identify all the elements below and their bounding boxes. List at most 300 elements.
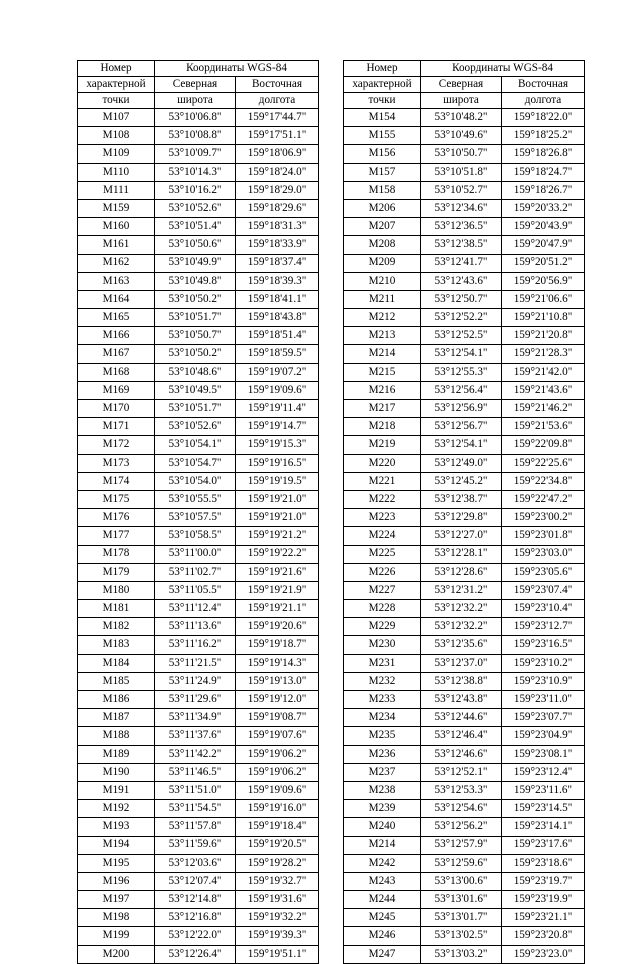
longitude-cell: 159°21'53.6" xyxy=(502,418,585,436)
longitude-cell: 159°19'08.7" xyxy=(236,709,319,727)
point-number-cell: M216 xyxy=(344,381,421,399)
longitude-cell: 159°23'03.0" xyxy=(502,545,585,563)
point-number-cell: M227 xyxy=(344,581,421,599)
table-row xyxy=(344,763,585,781)
point-number-cell: M174 xyxy=(78,472,155,490)
longitude-cell: 159°23'17.6" xyxy=(502,836,585,854)
point-number-header: Номер xyxy=(78,61,155,77)
longitude-cell: 159°19'18.7" xyxy=(236,636,319,654)
longitude-cell: 159°18'59.5" xyxy=(236,345,319,363)
latitude-cell: 53°10'54.7" xyxy=(155,454,236,472)
latitude-cell: 53°10'49.9" xyxy=(155,254,236,272)
table-row xyxy=(78,272,319,290)
latitude-cell: 53°12'56.9" xyxy=(421,400,502,418)
longitude-cell: 159°19'06.2" xyxy=(236,763,319,781)
point-number-cell: M188 xyxy=(78,727,155,745)
table-row xyxy=(78,254,319,272)
table-row xyxy=(344,709,585,727)
table-row xyxy=(344,854,585,872)
longitude-cell: 159°18'26.8" xyxy=(502,145,585,163)
longitude-cell: 159°21'43.6" xyxy=(502,381,585,399)
latitude-cell: 53°11'42.2" xyxy=(155,745,236,763)
longitude-cell: 159°18'43.8" xyxy=(236,309,319,327)
point-number-cell: M154 xyxy=(344,109,421,127)
point-number-cell: M219 xyxy=(344,436,421,454)
latitude-cell: 53°10'51.8" xyxy=(421,163,502,181)
latitude-cell: 53°10'57.5" xyxy=(155,509,236,527)
point-number-cell: M198 xyxy=(78,909,155,927)
longitude-cell: 159°19'22.2" xyxy=(236,545,319,563)
point-number-cell: M231 xyxy=(344,654,421,672)
latitude-cell: 53°12'54.1" xyxy=(421,345,502,363)
point-number-cell: M192 xyxy=(78,800,155,818)
table-row xyxy=(78,327,319,345)
longitude-cell: 159°23'14.5" xyxy=(502,800,585,818)
longitude-cell: 159°19'09.6" xyxy=(236,781,319,799)
latitude-cell: 53°10'51.7" xyxy=(155,400,236,418)
longitude-cell: 159°21'06.6" xyxy=(502,290,585,308)
point-number-cell: M158 xyxy=(344,181,421,199)
longitude-cell: 159°21'42.0" xyxy=(502,363,585,381)
latitude-cell: 53°11'37.6" xyxy=(155,727,236,745)
longitude-cell: 159°19'21.1" xyxy=(236,600,319,618)
table-row xyxy=(78,836,319,854)
table-row xyxy=(344,727,585,745)
point-number-cell: M159 xyxy=(78,199,155,217)
longitude-cell: 159°23'21.1" xyxy=(502,909,585,927)
point-number-cell: M175 xyxy=(78,490,155,508)
longitude-cell: 159°19'15.3" xyxy=(236,436,319,454)
table-row xyxy=(344,254,585,272)
latitude-cell: 53°12'59.6" xyxy=(421,854,502,872)
latitude-header: Северная xyxy=(421,77,502,93)
table-row xyxy=(78,563,319,581)
coordinates-header: Координаты WGS-84 xyxy=(421,61,585,77)
point-number-cell: M186 xyxy=(78,691,155,709)
table-row xyxy=(78,654,319,672)
latitude-cell: 53°12'55.3" xyxy=(421,363,502,381)
longitude-cell: 159°23'07.7" xyxy=(502,709,585,727)
table-row xyxy=(344,618,585,636)
point-number-cell: M187 xyxy=(78,709,155,727)
longitude-cell: 159°19'09.6" xyxy=(236,381,319,399)
table-row xyxy=(344,818,585,836)
latitude-cell: 53°12'34.6" xyxy=(421,199,502,217)
latitude-cell: 53°11'59.6" xyxy=(155,836,236,854)
latitude-cell: 53°12'54.1" xyxy=(421,436,502,454)
point-number-cell: M209 xyxy=(344,254,421,272)
longitude-cell: 159°23'11.0" xyxy=(502,691,585,709)
latitude-cell: 53°12'52.2" xyxy=(421,309,502,327)
point-number-cell: M243 xyxy=(344,872,421,890)
table-row xyxy=(344,454,585,472)
longitude-cell: 159°19'16.5" xyxy=(236,454,319,472)
longitude-cell: 159°23'18.6" xyxy=(502,854,585,872)
point-number-cell: M165 xyxy=(78,309,155,327)
longitude-cell: 159°20'47.9" xyxy=(502,236,585,254)
longitude-cell: 159°20'43.9" xyxy=(502,218,585,236)
table-row xyxy=(344,545,585,563)
point-number-cell: M217 xyxy=(344,400,421,418)
coordinates-table-left xyxy=(77,60,319,964)
point-number-cell: M107 xyxy=(78,109,155,127)
latitude-cell: 53°10'06.8" xyxy=(155,109,236,127)
latitude-cell: 53°12'53.3" xyxy=(421,781,502,799)
latitude-cell: 53°10'08.8" xyxy=(155,127,236,145)
point-number-cell: M223 xyxy=(344,509,421,527)
latitude-cell: 53°12'31.2" xyxy=(421,581,502,599)
longitude-cell: 159°19'28.2" xyxy=(236,854,319,872)
table-row xyxy=(78,527,319,545)
point-number-cell: M178 xyxy=(78,545,155,563)
point-number-cell: M207 xyxy=(344,218,421,236)
longitude-cell: 159°23'10.2" xyxy=(502,654,585,672)
table-row xyxy=(344,400,585,418)
latitude-cell: 53°10'49.5" xyxy=(155,381,236,399)
table-row xyxy=(344,127,585,145)
longitude-header: долгота xyxy=(236,93,319,109)
longitude-cell: 159°23'11.6" xyxy=(502,781,585,799)
latitude-cell: 53°10'50.7" xyxy=(421,145,502,163)
latitude-cell: 53°10'52.6" xyxy=(155,199,236,217)
longitude-cell: 159°18'37.4" xyxy=(236,254,319,272)
point-number-cell: M240 xyxy=(344,818,421,836)
longitude-cell: 159°23'10.9" xyxy=(502,672,585,690)
table-row xyxy=(344,418,585,436)
table-row xyxy=(344,145,585,163)
longitude-cell: 159°19'32.2" xyxy=(236,909,319,927)
point-number-cell: M246 xyxy=(344,927,421,945)
table-row xyxy=(344,218,585,236)
point-number-cell: M196 xyxy=(78,872,155,890)
latitude-cell: 53°10'52.7" xyxy=(421,181,502,199)
latitude-cell: 53°12'45.2" xyxy=(421,472,502,490)
longitude-cell: 159°18'29.6" xyxy=(236,199,319,217)
longitude-cell: 159°23'19.9" xyxy=(502,891,585,909)
table-row xyxy=(344,636,585,654)
table-row xyxy=(78,763,319,781)
point-number-header: точки xyxy=(78,93,155,109)
table-row xyxy=(78,854,319,872)
longitude-cell: 159°18'06.9" xyxy=(236,145,319,163)
table-row xyxy=(78,872,319,890)
longitude-cell: 159°19'18.4" xyxy=(236,818,319,836)
table-row xyxy=(78,891,319,909)
longitude-cell: 159°19'39.3" xyxy=(236,927,319,945)
longitude-cell: 159°21'28.3" xyxy=(502,345,585,363)
table-row xyxy=(78,509,319,527)
latitude-cell: 53°11'34.9" xyxy=(155,709,236,727)
table-row xyxy=(344,490,585,508)
table-row xyxy=(344,945,585,963)
latitude-cell: 53°10'09.7" xyxy=(155,145,236,163)
point-number-cell: M212 xyxy=(344,309,421,327)
longitude-cell: 159°23'23.0" xyxy=(502,945,585,963)
latitude-cell: 53°12'22.0" xyxy=(155,927,236,945)
latitude-cell: 53°10'51.4" xyxy=(155,218,236,236)
longitude-cell: 159°23'01.8" xyxy=(502,527,585,545)
table-row xyxy=(344,181,585,199)
point-number-cell: M213 xyxy=(344,327,421,345)
point-number-header: Номер xyxy=(344,61,421,77)
latitude-cell: 53°11'02.7" xyxy=(155,563,236,581)
longitude-cell: 159°19'14.3" xyxy=(236,654,319,672)
point-number-cell: M232 xyxy=(344,672,421,690)
longitude-cell: 159°21'46.2" xyxy=(502,400,585,418)
point-number-cell: M210 xyxy=(344,272,421,290)
point-number-header: точки xyxy=(344,93,421,109)
table-row xyxy=(344,800,585,818)
longitude-cell: 159°23'00.2" xyxy=(502,509,585,527)
table-row xyxy=(344,581,585,599)
point-number-cell: M183 xyxy=(78,636,155,654)
latitude-cell: 53°12'41.7" xyxy=(421,254,502,272)
latitude-cell: 53°10'48.6" xyxy=(155,363,236,381)
point-number-cell: M197 xyxy=(78,891,155,909)
longitude-cell: 159°19'21.6" xyxy=(236,563,319,581)
point-number-cell: M170 xyxy=(78,400,155,418)
latitude-cell: 53°12'38.5" xyxy=(421,236,502,254)
point-number-cell: M171 xyxy=(78,418,155,436)
table-row xyxy=(344,381,585,399)
table-row xyxy=(344,872,585,890)
latitude-cell: 53°11'12.4" xyxy=(155,600,236,618)
point-number-cell: M242 xyxy=(344,854,421,872)
longitude-cell: 159°20'33.2" xyxy=(502,199,585,217)
table-row xyxy=(344,781,585,799)
longitude-cell: 159°19'21.0" xyxy=(236,490,319,508)
longitude-cell: 159°23'07.4" xyxy=(502,581,585,599)
table-row xyxy=(344,163,585,181)
latitude-cell: 53°11'13.6" xyxy=(155,618,236,636)
point-number-cell: M164 xyxy=(78,290,155,308)
latitude-cell: 53°10'16.2" xyxy=(155,181,236,199)
table-body xyxy=(344,109,585,964)
point-number-cell: M177 xyxy=(78,527,155,545)
longitude-cell: 159°22'34.8" xyxy=(502,472,585,490)
latitude-cell: 53°12'49.0" xyxy=(421,454,502,472)
table-row xyxy=(78,400,319,418)
longitude-cell: 159°17'51.1" xyxy=(236,127,319,145)
longitude-cell: 159°19'21.2" xyxy=(236,527,319,545)
latitude-cell: 53°12'26.4" xyxy=(155,945,236,963)
longitude-cell: 159°23'19.7" xyxy=(502,872,585,890)
longitude-cell: 159°18'33.9" xyxy=(236,236,319,254)
table-row xyxy=(78,800,319,818)
latitude-cell: 53°10'54.0" xyxy=(155,472,236,490)
table-row xyxy=(344,891,585,909)
latitude-header: широта xyxy=(421,93,502,109)
point-number-cell: M162 xyxy=(78,254,155,272)
latitude-cell: 53°12'03.6" xyxy=(155,854,236,872)
point-number-cell: M200 xyxy=(78,945,155,963)
point-number-cell: M176 xyxy=(78,509,155,527)
point-number-cell: M244 xyxy=(344,891,421,909)
latitude-cell: 53°11'16.2" xyxy=(155,636,236,654)
point-number-cell: M110 xyxy=(78,163,155,181)
longitude-cell: 159°19'20.6" xyxy=(236,618,319,636)
table-row xyxy=(344,745,585,763)
table-row xyxy=(78,109,319,127)
point-number-cell: M222 xyxy=(344,490,421,508)
longitude-cell: 159°19'21.0" xyxy=(236,509,319,527)
table-row xyxy=(78,236,319,254)
latitude-cell: 53°12'07.4" xyxy=(155,872,236,890)
latitude-cell: 53°11'29.6" xyxy=(155,691,236,709)
latitude-cell: 53°12'44.6" xyxy=(421,709,502,727)
latitude-cell: 53°12'38.8" xyxy=(421,672,502,690)
latitude-cell: 53°12'36.5" xyxy=(421,218,502,236)
longitude-cell: 159°19'19.5" xyxy=(236,472,319,490)
latitude-cell: 53°13'01.6" xyxy=(421,891,502,909)
point-number-cell: M173 xyxy=(78,454,155,472)
latitude-cell: 53°13'01.7" xyxy=(421,909,502,927)
table-row xyxy=(78,127,319,145)
point-number-cell: M184 xyxy=(78,654,155,672)
latitude-cell: 53°12'27.0" xyxy=(421,527,502,545)
longitude-cell: 159°19'06.2" xyxy=(236,745,319,763)
table-row xyxy=(78,199,319,217)
point-number-cell: M111 xyxy=(78,181,155,199)
longitude-cell: 159°20'51.2" xyxy=(502,254,585,272)
longitude-cell: 159°19'12.0" xyxy=(236,691,319,709)
latitude-cell: 53°10'50.2" xyxy=(155,345,236,363)
point-number-cell: M191 xyxy=(78,781,155,799)
table-row xyxy=(78,436,319,454)
point-number-cell: M185 xyxy=(78,672,155,690)
point-number-cell: M161 xyxy=(78,236,155,254)
longitude-cell: 159°18'24.7" xyxy=(502,163,585,181)
table-row xyxy=(78,727,319,745)
point-number-cell: M109 xyxy=(78,145,155,163)
table-row xyxy=(78,818,319,836)
latitude-cell: 53°12'43.8" xyxy=(421,691,502,709)
longitude-cell: 159°23'12.4" xyxy=(502,763,585,781)
latitude-cell: 53°12'52.1" xyxy=(421,763,502,781)
latitude-cell: 53°10'48.2" xyxy=(421,109,502,127)
table-row xyxy=(344,600,585,618)
table-row xyxy=(78,290,319,308)
longitude-cell: 159°18'29.0" xyxy=(236,181,319,199)
longitude-cell: 159°19'14.7" xyxy=(236,418,319,436)
point-number-cell: M108 xyxy=(78,127,155,145)
latitude-cell: 53°10'50.7" xyxy=(155,327,236,345)
longitude-cell: 159°17'44.7" xyxy=(236,109,319,127)
longitude-cell: 159°22'47.2" xyxy=(502,490,585,508)
latitude-cell: 53°12'29.8" xyxy=(421,509,502,527)
point-number-cell: M168 xyxy=(78,363,155,381)
table-row xyxy=(344,691,585,709)
point-number-cell: M235 xyxy=(344,727,421,745)
latitude-cell: 53°12'35.6" xyxy=(421,636,502,654)
longitude-cell: 159°22'09.8" xyxy=(502,436,585,454)
latitude-cell: 53°12'54.6" xyxy=(421,800,502,818)
point-number-cell: M155 xyxy=(344,127,421,145)
point-number-cell: M189 xyxy=(78,745,155,763)
latitude-cell: 53°11'24.9" xyxy=(155,672,236,690)
longitude-cell: 159°23'08.1" xyxy=(502,745,585,763)
table-row xyxy=(78,454,319,472)
latitude-cell: 53°10'54.1" xyxy=(155,436,236,454)
table-row xyxy=(78,927,319,945)
table-row xyxy=(78,581,319,599)
latitude-cell: 53°12'28.1" xyxy=(421,545,502,563)
latitude-cell: 53°12'46.6" xyxy=(421,745,502,763)
latitude-cell: 53°10'50.6" xyxy=(155,236,236,254)
table-row xyxy=(344,290,585,308)
longitude-cell: 159°19'31.6" xyxy=(236,891,319,909)
table-row xyxy=(78,781,319,799)
point-number-cell: M225 xyxy=(344,545,421,563)
table-row xyxy=(78,636,319,654)
table-row xyxy=(344,563,585,581)
table-row xyxy=(344,272,585,290)
point-number-cell: M234 xyxy=(344,709,421,727)
point-number-cell: M214 xyxy=(344,345,421,363)
table-row xyxy=(344,363,585,381)
point-number-cell: M239 xyxy=(344,800,421,818)
table-row xyxy=(78,490,319,508)
longitude-cell: 159°19'20.5" xyxy=(236,836,319,854)
point-number-cell: M181 xyxy=(78,600,155,618)
latitude-cell: 53°11'46.5" xyxy=(155,763,236,781)
longitude-cell: 159°21'20.8" xyxy=(502,327,585,345)
table-row xyxy=(78,181,319,199)
latitude-cell: 53°12'56.2" xyxy=(421,818,502,836)
latitude-cell: 53°12'50.7" xyxy=(421,290,502,308)
longitude-cell: 159°19'16.0" xyxy=(236,800,319,818)
point-number-header: характерной xyxy=(344,77,421,93)
latitude-cell: 53°12'56.7" xyxy=(421,418,502,436)
table-row xyxy=(78,672,319,690)
point-number-cell: M228 xyxy=(344,600,421,618)
point-number-cell: M233 xyxy=(344,691,421,709)
longitude-cell: 159°19'13.0" xyxy=(236,672,319,690)
table-row xyxy=(78,363,319,381)
latitude-cell: 53°11'51.0" xyxy=(155,781,236,799)
table-row xyxy=(78,945,319,963)
table-row xyxy=(78,909,319,927)
longitude-cell: 159°18'22.0" xyxy=(502,109,585,127)
latitude-cell: 53°12'32.2" xyxy=(421,600,502,618)
longitude-cell: 159°23'10.4" xyxy=(502,600,585,618)
longitude-cell: 159°19'07.2" xyxy=(236,363,319,381)
table-row xyxy=(78,709,319,727)
point-number-cell: M199 xyxy=(78,927,155,945)
point-number-cell: M193 xyxy=(78,818,155,836)
table-row xyxy=(344,672,585,690)
longitude-cell: 159°20'56.9" xyxy=(502,272,585,290)
latitude-cell: 53°12'38.7" xyxy=(421,490,502,508)
table-row xyxy=(344,654,585,672)
point-number-cell: M208 xyxy=(344,236,421,254)
table-row xyxy=(344,472,585,490)
latitude-cell: 53°10'49.8" xyxy=(155,272,236,290)
latitude-cell: 53°13'00.6" xyxy=(421,872,502,890)
latitude-cell: 53°11'05.5" xyxy=(155,581,236,599)
longitude-header: Восточная xyxy=(236,77,319,93)
table-row xyxy=(78,745,319,763)
point-number-cell: M226 xyxy=(344,563,421,581)
latitude-cell: 53°12'43.6" xyxy=(421,272,502,290)
point-number-cell: M160 xyxy=(78,218,155,236)
point-number-cell: M169 xyxy=(78,381,155,399)
table-row xyxy=(78,472,319,490)
point-number-cell: M182 xyxy=(78,618,155,636)
longitude-cell: 159°23'05.6" xyxy=(502,563,585,581)
point-number-cell: M220 xyxy=(344,454,421,472)
point-number-cell: M236 xyxy=(344,745,421,763)
